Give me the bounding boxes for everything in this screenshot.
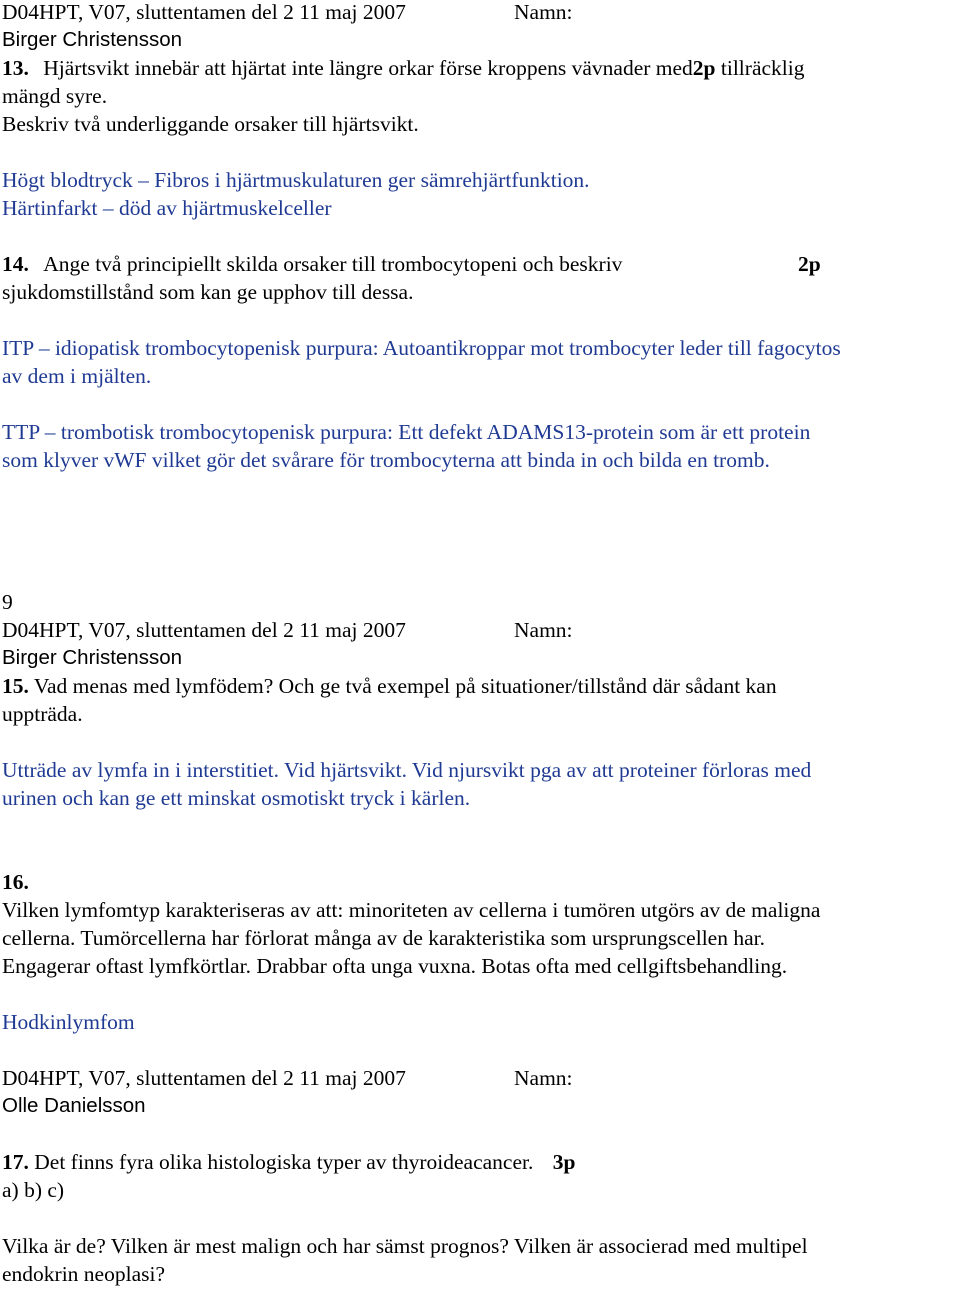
question-text: Vad menas med lymfödem? Och ge två exempel på situationer/tillstånd där sådant kan [33,674,777,698]
question-text: Det finns fyra olika histologiska typer av thyroideacancer. [34,1150,534,1174]
question-17-line3: Vilka är de? Vilken är mest malign och har sämst prognos? Vilken är associerad med multipel [2,1234,808,1258]
question-16-line2: cellerna. Tumörcellerna har förlorat många av de karakteristika som ursprungscellen har. [2,926,765,950]
page-number: 9 [2,590,13,614]
author-name: Birger Christensson [2,646,183,669]
question-15-line1 [2,672,777,700]
question-text: tillräcklig [720,56,805,80]
exam-title: D04HPT, V07, sluttentamen del 2 11 maj 2007 [2,618,406,642]
question-number: 13. [2,56,29,80]
question-15-line2: uppträda. [2,702,83,726]
answer-15-line2: urinen och kan ge ett minskat osmotiskt tryck i kärlen. [2,786,471,810]
question-number: 14. [2,252,29,276]
answer-14-itp-line2: av dem i mjälten. [2,364,152,388]
question-16-line3: Engagerar oftast lymfkörtlar. Drabbar ofta unga vuxna. Botas ofta med cellgiftsbehandling. [2,954,788,978]
exam-header [2,0,573,26]
exam-title: D04HPT, V07, sluttentamen del 2 11 maj 2007 [2,1066,406,1090]
answer-14-ttp-line2: som klyver vWF vilket gör det svårare för trombocyterna att binda in och bilda en tromb. [2,448,770,472]
question-16-line1: Vilken lymfomtyp karakteriseras av att: minoriteten av cellerna i tumören utgörs av de maligna [2,898,821,922]
question-17-line2: a) b) c) [2,1178,65,1202]
points-label: 2p [798,252,821,276]
answer-14-ttp-line1: TTP – trombotisk trombocytopenisk purpura: Ett defekt ADAMS13-protein som är ett protein [2,420,811,444]
question-13-line1 [2,54,804,82]
name-label: Namn: [514,0,573,24]
answer-14-itp-line1: ITP – idiopatisk trombocytopenisk purpura: Autoantikroppar mot trombocyter leder till fagocytos [2,336,841,360]
question-text: Ange två principiellt skilda orsaker till trombocytopeni och beskriv [43,252,623,276]
exam-header [2,1064,573,1092]
question-13-line3: Beskriv två underliggande orsaker till hjärtsvikt. [2,112,419,136]
question-number: 15. [2,674,29,698]
points-label: 3p [552,1150,576,1174]
question-text: Hjärtsvikt innebär att hjärtat inte längre orkar förse kroppens vävnader med [43,56,693,80]
answer-15-line1: Utträde av lymfa in i interstitiet. Vid hjärtsvikt. Vid njursvikt pga av att proteiner förloras med [2,758,812,782]
author-name: Olle Danielsson [2,1094,146,1117]
question-17-line4: endokrin neoplasi? [2,1262,165,1286]
points-label: 2p [692,56,716,80]
answer-16: Hodkinlymfom [2,1010,135,1034]
question-14-line2: sjukdomstillstånd som kan ge upphov till dessa. [2,280,414,304]
exam-header [2,616,573,644]
answer-13-line1: Högt blodtryck – Fibros i hjärtmuskulaturen ger sämrehjärtfunktion. [2,168,590,192]
name-label: Namn: [514,618,573,642]
question-16-number: 16. [2,870,29,894]
question-number: 17. [2,1150,29,1174]
answer-13-line2: Härtinfarkt – död av hjärtmuskelceller [2,196,332,220]
name-label: Namn: [514,1066,573,1090]
question-13-line2: mängd syre. [2,84,108,108]
exam-title: D04HPT, V07, sluttentamen del 2 11 maj 2007 [2,0,406,24]
question-17-line1 [2,1148,575,1176]
question-14-line1 [2,250,622,278]
author-name: Birger Christensson [2,28,183,51]
